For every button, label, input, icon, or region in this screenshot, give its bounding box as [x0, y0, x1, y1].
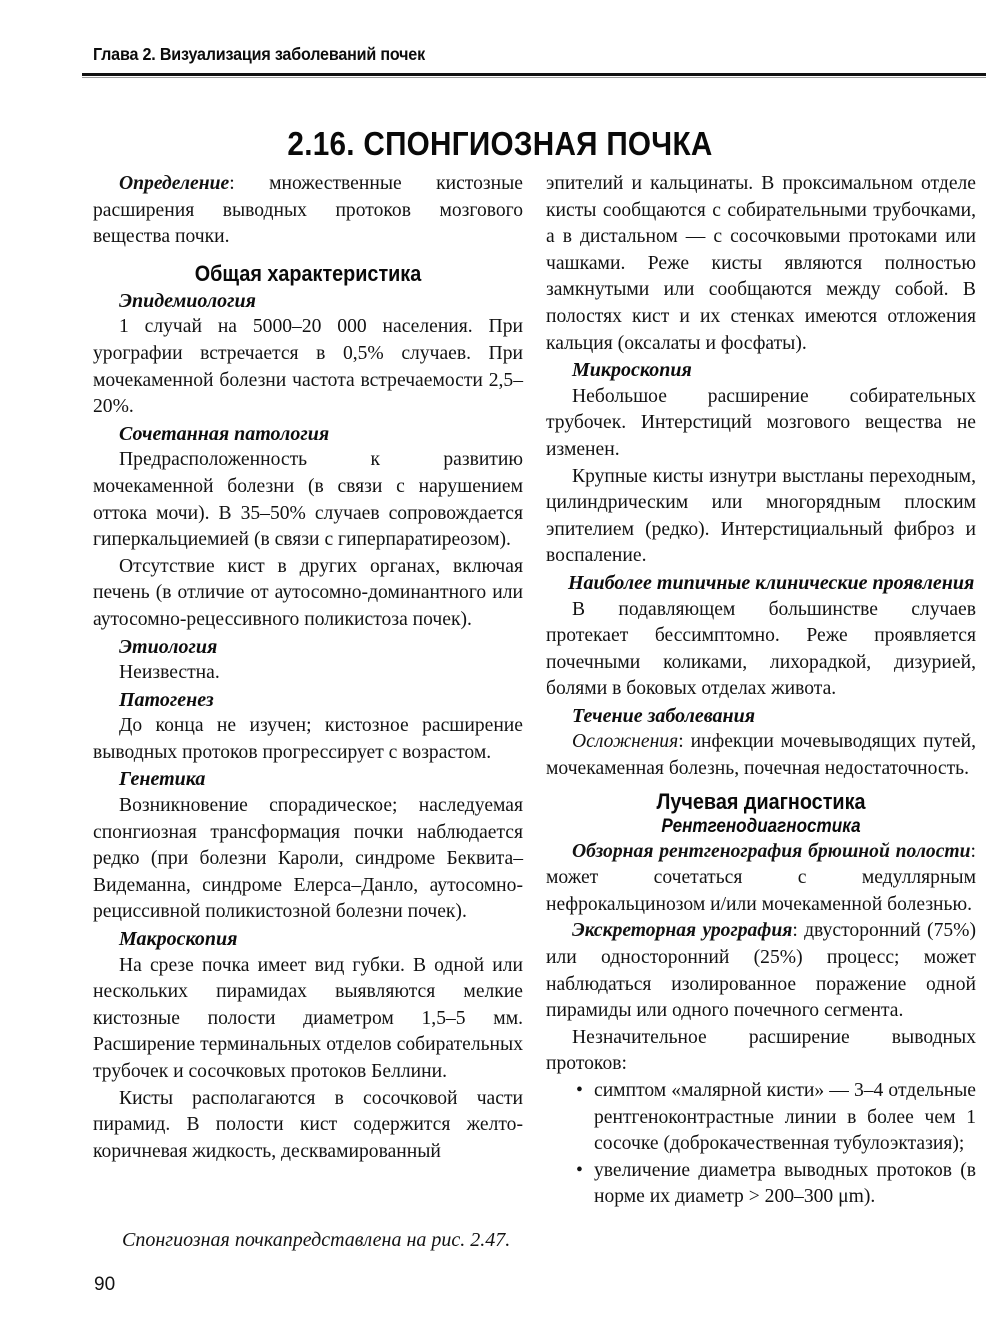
microscopy-paragraph: Небольшое расширение собирательных трубочек. Интерстиций мозгового вещества не изменен.: [546, 385, 976, 460]
list-item-text: увеличение диаметра выводных протоков (в норме их диаметр > 200–300 μm).: [594, 1159, 976, 1208]
page-title: 2.16. СПОНГИОЗНАЯ ПОЧКА: [287, 125, 713, 163]
macroscopy-paragraph-2: Кисты располагаются в сосочковой части пирамид. В полости кист содержится желто-коричневая жидкость, десквамированный: [93, 1087, 523, 1162]
list-item: [546, 1158, 976, 1211]
definition-label: Определение: [119, 173, 230, 194]
urography-text: : двусторонний (75%) или односторонний (25%) процесс; может наблюдаться изолированное поражение одной пирамиды или одного почечного сегмента.: [546, 920, 977, 1022]
page-number: 90: [94, 1274, 116, 1295]
plain-xray-label: Обзорная рентгенография брюшной полости: [572, 840, 971, 862]
left-column: [93, 171, 523, 1165]
section-heading-imaging: Лучевая диагностика: [656, 788, 866, 814]
subsection-heading-xray: Рентгенодиагностика: [661, 815, 861, 837]
macroscopy-paragraph: На срезе почка имеет вид губки. В одной или нескольких пирамидах выявляются мелкие кистозные полости диаметром 1,5–5 мм. Расширение терминальных отделов собирательных трубочек и сосочковых протоков Беллини.: [93, 954, 523, 1082]
bullet-icon: •: [576, 1080, 583, 1101]
complications-paragraph: [546, 729, 976, 782]
subheading-microscopy: Микроскопия: [572, 359, 692, 382]
figure-reference-caption: Спонгиозная почкапредставлена на рис. 2.47.: [122, 1229, 511, 1251]
subheading-epidemiology: Эпидемиология: [119, 289, 256, 312]
findings-bullet-list: [546, 1078, 976, 1211]
plain-xray-paragraph: [546, 839, 976, 919]
subheading-macroscopy: Макроскопия: [119, 928, 238, 951]
microscopy-paragraph-2: Крупные кисты изнутри выстланы переходным, цилиндрическим или многорядным плоским эпителием (редко). Интерстициальный фиброз и воспаление.: [546, 465, 976, 567]
comorbidity-paragraph: Предрасположенность к развитию мочекаменной болезни (в связи с нарушением оттока мочи). В 35–50% случаев сопровождается гиперкальциемией (в связи с гиперпаратиреозом).: [93, 449, 523, 551]
urography-label: Экскреторная урография: [572, 920, 793, 942]
plain-xray-text: : может сочетаться с медуллярным нефрокальцинозом и/или мочекаменной болезнью.: [546, 840, 976, 915]
urography-paragraph: [546, 918, 976, 1024]
subheading-etiology: Этиология: [119, 635, 218, 658]
definition-text: : множественные кистозные расширения выводных протоков мозгового вещества почки.: [93, 173, 523, 248]
etiology-paragraph: Неизвестна.: [119, 662, 220, 684]
running-head: Глава 2. Визуализация заболеваний почек: [93, 44, 425, 64]
subheading-pathogenesis: Патогенез: [119, 688, 214, 711]
bullet-icon: •: [576, 1159, 583, 1181]
genetics-paragraph: Возникновение спорадическое; наследуемая спонгиозная трансформация почки наблюдается редко (при болезни Кароли, синдроме Беквита–Видеманна, синдроме Елерса–Данло, аутосомно-рециссивной поликистозной болезни почек).: [93, 795, 523, 923]
header-rule: [82, 73, 986, 76]
ducts-paragraph: Незначительное расширение выводных протоков:: [546, 1026, 976, 1075]
right-column: [546, 171, 976, 1211]
two-column-body: [93, 171, 986, 1206]
subheading-genetics: Генетика: [119, 768, 206, 791]
continuation-paragraph: эпителий и кальцинаты. В проксимальном отделе кисты сообщаются с собирательными трубочками, а в дистальном — с сосочковыми протоками или чашками. Реже кисты являются полностью замкнутыми или сообщаются между собой. В полостях кист и их стенках имеются отложения кальция (оксалаты и фосфаты).: [546, 173, 976, 354]
subheading-clinical-manifestations: Наиболее типичные клинические проявления: [568, 571, 975, 594]
subheading-disease-course: Течение заболевания: [572, 704, 756, 727]
complications-text: : инфекции мочевыводящих путей, мочекаменная болезнь, почечная недостаточность.: [546, 731, 976, 780]
comorbidity-paragraph-2: Отсутствие кист в других органах, включая печень (в отличие от аутосомно-доминантного или аутосомно-рецессивного поликистоза почек).: [93, 555, 523, 630]
subheading-comorbidity: Сочетанная патология: [119, 422, 330, 445]
section-heading-general: Общая характеристика: [194, 260, 422, 286]
complications-label: Осложнения: [572, 731, 679, 753]
list-item: [546, 1078, 976, 1158]
epidemiology-paragraph: 1 случай на 5000–20 000 населения. При урографии встречается в 0,5% случаев. При мочекаменной болезни частота встречаемости 2,5–20%.: [93, 316, 523, 418]
pathogenesis-paragraph: До конца не изучен; кистозное расширение выводных протоков прогрессирует с возрастом.: [93, 715, 523, 763]
clinical-paragraph: В подавляющем большинстве случаев протекает бессимптомно. Реже проявляется почечными коликами, лихорадкой, дизурией, болями в боковых отделах живота.: [546, 598, 976, 700]
list-item-text: симптом «малярной кисти» — 3–4 отдельные рентгеноконтрастные линии в более чем 1 сосочке (доброкачественная тубулоэктазия);: [594, 1080, 976, 1155]
definition-paragraph: [93, 171, 523, 251]
